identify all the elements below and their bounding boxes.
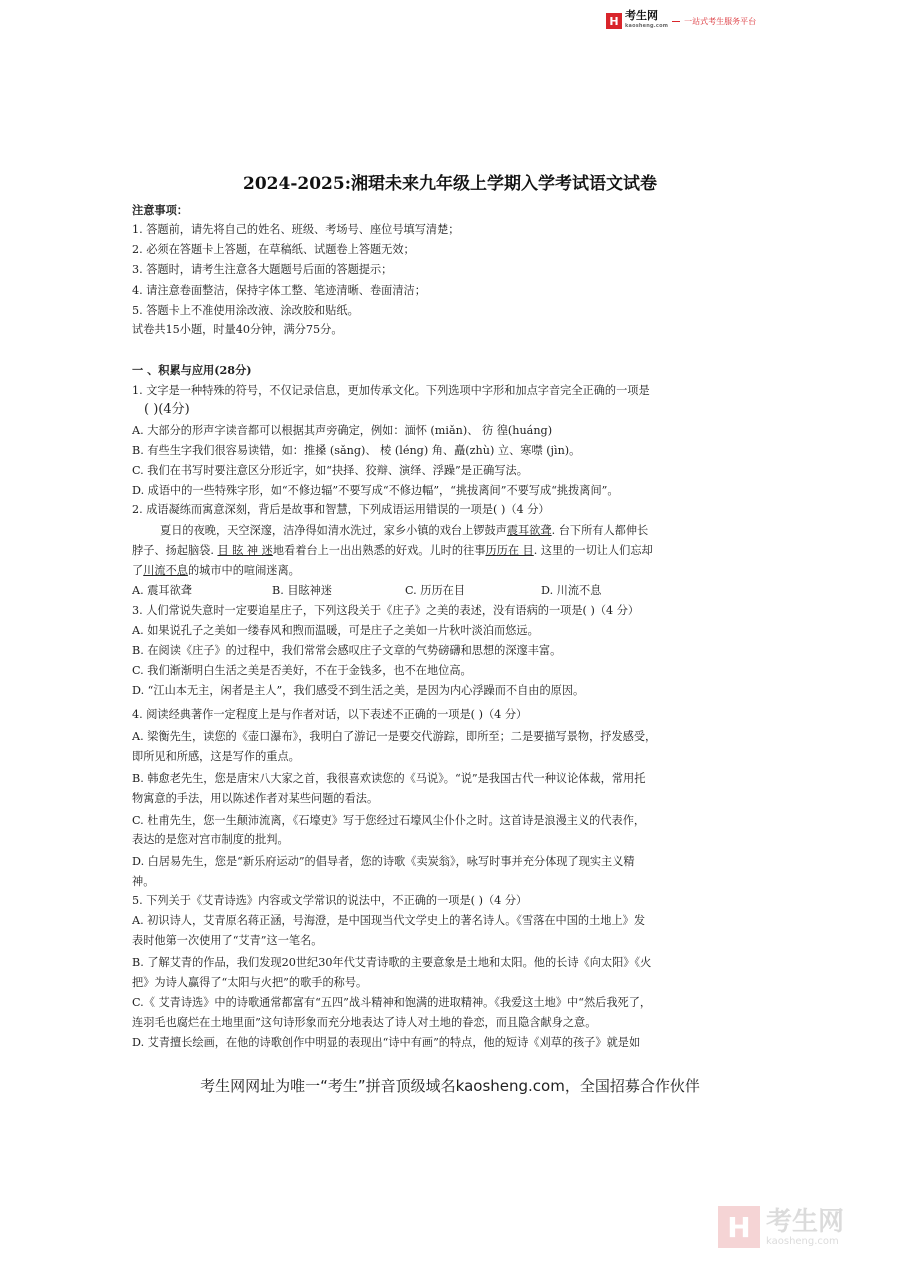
question-5-option-c: C.《 艾青诗选》中的诗歌通常都富有“五四”战斗精神和饱满的进取精神。《我爱这土地》中“然后我死了， xyxy=(132,996,652,1009)
notice-item: 5. 答题卡上不准使用涂改液、涂改胶和贴纸。 xyxy=(132,304,359,317)
question-3-stem: 3. 人们常说失意时一定要追星庄子，下列这段关于《庄子》之美的表述，没有语病的一项是( )（4 分） xyxy=(132,604,640,617)
question-4-option-a: A. 梁衡先生，读您的《壶口瀑布》，我明白了游记一是要交代游踪，即所至；二是要描写景物，抒发感受， xyxy=(132,730,657,743)
brand-url: kaosheng.com xyxy=(625,23,669,29)
exam-title: 2024-2025:湘珺未来九年级上学期入学考试语文试卷 xyxy=(243,174,657,194)
question-4-option-b-cont: 物寓意的手法，用以陈述作者对某些问题的看法。 xyxy=(132,792,379,805)
question-1-option-c: C. 我们在书写时要注意区分形近字，如“抉择、狡辩、演绎、浮躁”是正确写法。 xyxy=(132,464,528,477)
brand-divider xyxy=(672,21,680,22)
question-4-option-c: C. 杜甫先生，您一生颠沛流离，《石壕吏》写于您经过石壕风尘仆仆之时。这首诗是浪漫主义的代表作， xyxy=(132,814,646,827)
question-4-option-b: B. 韩愈老先生，您是唐宋八大家之首，我很喜欢读您的《马说》。“说”是我国古代一种议论体裁，常用托 xyxy=(132,772,646,785)
notice-item: 2. 必须在答题卡上答题，在草稿纸、试题卷上答题无效； xyxy=(132,243,415,256)
question-1-option-a: A. 大部分的形声字读音都可以根据其声旁确定，例如：湎怀 (miǎn)、 彷 徨(huáng) xyxy=(132,424,553,437)
question-4-option-a-cont: 即所见和所感，这是写作的重点。 xyxy=(132,750,300,763)
notice-item: 4. 请注意卷面整洁，保持字体工整、笔迹清晰、卷面清洁； xyxy=(132,284,426,297)
idiom-underlined: 川流不息 xyxy=(143,564,188,577)
idiom-underlined: 目 眩 神 迷 xyxy=(217,544,273,557)
question-1-blank: ( )(4分) xyxy=(144,402,190,417)
question-4-stem: 4. 阅读经典著作一定程度上是与作者对话，以下表述不正确的一项是( )（4 分） xyxy=(132,708,528,721)
question-3-option-d: D. “江山本无主，闲者是主人”，我们感受不到生活之美，是因为内心浮躁而不自由的原因。 xyxy=(132,684,585,697)
question-1-option-d: D. 成语中的一些特殊字形，如“不修边辐”不要写成“不修边幅”，“挑拔离间”不要写成“挑拨离间”。 xyxy=(132,484,619,497)
question-2-passage-line: 夏日的夜晚，天空深邃，洁净得如清水洗过，家乡小镇的戏台上锣鼓声震耳欲聋. 台下所有人都伸长 xyxy=(160,524,649,537)
exam-info: 试卷共15小题，时量40分钟，满分75分。 xyxy=(132,323,343,336)
question-4-option-d-cont: 神。 xyxy=(132,875,155,888)
notice-item: 3. 答题时，请考生注意各大题题号后面的答题提示； xyxy=(132,263,393,276)
watermark-url: kaosheng.com xyxy=(766,1235,839,1247)
question-3-option-c: C. 我们渐渐明白生活之美是否美好，不在于金钱多，也不在地位高。 xyxy=(132,664,472,677)
brand-logo-icon: H xyxy=(606,13,622,29)
section-heading: 一 、积累与应用(28分) xyxy=(132,363,252,377)
watermark-logo-icon: H xyxy=(718,1206,760,1248)
question-5-option-a-cont: 表时他第一次使用了“艾青”这一笔名。 xyxy=(132,934,323,947)
watermark-name: 考生网 xyxy=(766,1206,845,1237)
question-2-option-a: A. 震耳欲聋 xyxy=(132,584,192,597)
question-5-option-b-cont: 把》为诗人赢得了“太阳与火把”的歌手的称号。 xyxy=(132,976,368,989)
question-5-option-a: A. 初识诗人，艾青原名蒋正涵，号海澄，是中国现当代文学史上的著名诗人。《雪落在中国的土地上》发 xyxy=(132,914,646,927)
question-3-option-a: A. 如果说孔子之美如一缕春风和煦而温暖，可是庄子之美如一片秋叶淡泊而悠远。 xyxy=(132,624,539,637)
question-4-option-d: D. 白居易先生，您是“新乐府运动”的倡导者，您的诗歌《卖炭翁》，咏写时事并充分体现了现实主义精 xyxy=(132,855,635,868)
brand-name: 考生网 kaosheng.com xyxy=(625,10,668,32)
notice-item: 1. 答题前，请先将自己的姓名、班级、考场号、座位号填写清楚； xyxy=(132,223,460,236)
question-5-option-c-cont: 连羽毛也腐烂在土地里面”这句诗形象而充分地表达了诗人对土地的眷恋，而且隐含献身之意。 xyxy=(132,1016,597,1029)
question-5-stem: 5. 下列关于《艾青诗选》内容或文学常识的说法中，不正确的一项是( )（4 分） xyxy=(132,894,528,907)
header-brand xyxy=(606,10,756,32)
brand-slogan: 一站式考生服务平台 xyxy=(684,16,757,26)
question-2-stem: 2. 成语凝练而寓意深刻，背后是故事和智慧，下列成语运用错误的一项是( )（4 分） xyxy=(132,503,550,516)
footer-note: 考生网网址为唯一“考生”拼音顶级域名kaosheng.com，全国招募合作伙伴 xyxy=(200,1077,700,1095)
question-2-passage-line: 了川流不息的城市中的喧闹迷离。 xyxy=(132,564,300,577)
question-5-option-d: D. 艾青擅长绘画，在他的诗歌创作中明显的表现出“诗中有画”的特点，他的短诗《刈草的孩子》就是如 xyxy=(132,1036,641,1049)
question-1-option-b: B. 有些生字我们很容易读错，如：推搡 (sǎng)、 棱 (léng) 角、矗(zhù) 立、寒噤 (jìn)。 xyxy=(132,444,581,457)
question-2-option-c: C. 历历在目 xyxy=(405,584,466,597)
watermark xyxy=(718,1206,844,1248)
question-2-option-d: D. 川流不息 xyxy=(541,584,602,597)
question-5-option-b: B. 了解艾青的作品，我们发现20世纪30年代艾青诗歌的主要意象是土地和太阳。他的长诗《向太阳》《火 xyxy=(132,956,652,969)
idiom-underlined: 震耳欲聋 xyxy=(506,524,552,537)
question-2-option-b: B. 目眩神迷 xyxy=(272,584,333,597)
notice-heading: 注意事项： xyxy=(132,203,188,217)
question-1-stem: 1. 文字是一种特殊的符号，不仅记录信息，更加传承文化。下列选项中字形和加点字音完全正确的一项是 xyxy=(132,384,650,397)
idiom-underlined: 历历在 目 xyxy=(485,544,534,557)
question-3-option-b: B. 在阅读《庄子》的过程中，我们常常会感叹庄子文章的气势磅礴和思想的深邃丰富。 xyxy=(132,644,562,657)
question-4-option-c-cont: 表达的是您对宫市制度的批判。 xyxy=(132,833,289,846)
question-2-passage-line: 脖子、扬起脑袋. 目 眩 神 迷地看着台上一出出熟悉的好戏。儿时的往事历历在 目. 这里的一切让人们忘却 xyxy=(132,544,653,557)
